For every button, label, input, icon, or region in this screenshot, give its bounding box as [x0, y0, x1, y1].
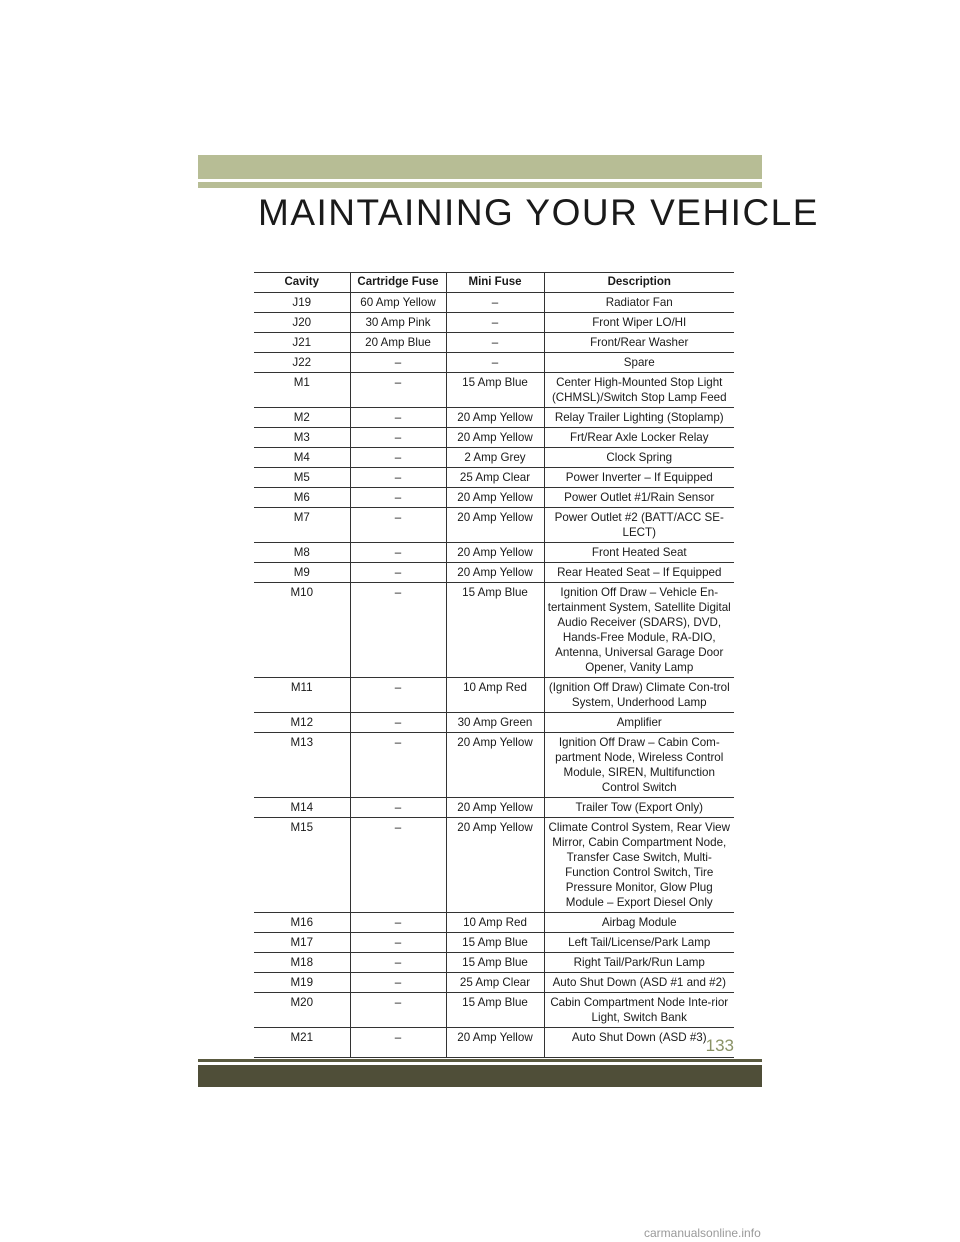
cell-description: Trailer Tow (Export Only) — [544, 798, 734, 818]
cell-description: Front/Rear Washer — [544, 333, 734, 353]
table-row — [254, 973, 734, 993]
cell-description: Right Tail/Park/Run Lamp — [544, 953, 734, 973]
cell-cartridge-fuse: – — [350, 408, 446, 428]
cell-description: Auto Shut Down (ASD #1 and #2) — [544, 973, 734, 993]
cell-mini-fuse: 10 Amp Red — [446, 678, 544, 713]
cell-cartridge-fuse: – — [350, 733, 446, 798]
cell-cavity: J21 — [254, 333, 350, 353]
table-row — [254, 733, 734, 798]
cell-description: Auto Shut Down (ASD #3) — [544, 1028, 734, 1058]
cell-cavity: J20 — [254, 313, 350, 333]
cell-description: Power Outlet #1/Rain Sensor — [544, 488, 734, 508]
table-row — [254, 448, 734, 468]
cell-description: Climate Control System, Rear View Mirror, Cabin Compartment Node, Transfer Case Switch, Multi-Function Control Switch, Tire Pressure Monitor, Glow Plug Module – Export Diesel Only — [544, 818, 734, 913]
cell-cavity: M16 — [254, 913, 350, 933]
table-row — [254, 293, 734, 313]
cell-mini-fuse: 15 Amp Blue — [446, 933, 544, 953]
cell-cavity: M6 — [254, 488, 350, 508]
cell-description: Relay Trailer Lighting (Stoplamp) — [544, 408, 734, 428]
cell-cartridge-fuse: – — [350, 993, 446, 1028]
cell-cavity: M4 — [254, 448, 350, 468]
table-row — [254, 798, 734, 818]
cell-mini-fuse: 20 Amp Yellow — [446, 798, 544, 818]
table-body — [254, 293, 734, 1058]
cell-cartridge-fuse: – — [350, 428, 446, 448]
cell-cavity: M1 — [254, 373, 350, 408]
table-row — [254, 713, 734, 733]
cell-cartridge-fuse: – — [350, 713, 446, 733]
table-row — [254, 933, 734, 953]
cell-description: Cabin Compartment Node Inte-rior Light, Switch Bank — [544, 993, 734, 1028]
table-row — [254, 678, 734, 713]
col-header-description: Description — [544, 273, 734, 293]
cell-cavity: M18 — [254, 953, 350, 973]
cell-mini-fuse: 20 Amp Yellow — [446, 488, 544, 508]
cell-mini-fuse: – — [446, 313, 544, 333]
cell-mini-fuse: 25 Amp Clear — [446, 973, 544, 993]
cell-cartridge-fuse: – — [350, 563, 446, 583]
cell-cartridge-fuse: – — [350, 448, 446, 468]
cell-description: Frt/Rear Axle Locker Relay — [544, 428, 734, 448]
table-row — [254, 1028, 734, 1058]
table-row — [254, 583, 734, 678]
cell-cartridge-fuse: 20 Amp Blue — [350, 333, 446, 353]
cell-cavity: M17 — [254, 933, 350, 953]
cell-description: Clock Spring — [544, 448, 734, 468]
cell-description: Power Inverter – If Equipped — [544, 468, 734, 488]
cell-cartridge-fuse: – — [350, 678, 446, 713]
cell-mini-fuse: 15 Amp Blue — [446, 583, 544, 678]
cell-cavity: M21 — [254, 1028, 350, 1058]
cell-mini-fuse: 20 Amp Yellow — [446, 818, 544, 913]
fuse-table — [254, 272, 734, 1058]
cell-cavity: M14 — [254, 798, 350, 818]
cell-mini-fuse: 20 Amp Yellow — [446, 428, 544, 448]
cell-mini-fuse: 15 Amp Blue — [446, 953, 544, 973]
table-header-row — [254, 273, 734, 293]
watermark: carmanualsonline.info — [644, 1226, 761, 1240]
cell-cartridge-fuse: 60 Amp Yellow — [350, 293, 446, 313]
cell-mini-fuse: 20 Amp Yellow — [446, 408, 544, 428]
table-row — [254, 333, 734, 353]
table-row — [254, 468, 734, 488]
cell-mini-fuse: 30 Amp Green — [446, 713, 544, 733]
cell-mini-fuse: – — [446, 353, 544, 373]
table-row — [254, 543, 734, 563]
cell-description: Ignition Off Draw – Cabin Com-partment Node, Wireless Control Module, SIREN, Multifunction Control Switch — [544, 733, 734, 798]
cell-description: Radiator Fan — [544, 293, 734, 313]
table-row — [254, 913, 734, 933]
table-row — [254, 408, 734, 428]
table-row — [254, 563, 734, 583]
cell-cavity: J19 — [254, 293, 350, 313]
cell-mini-fuse: 15 Amp Blue — [446, 993, 544, 1028]
cell-mini-fuse: 20 Amp Yellow — [446, 1028, 544, 1058]
table-row — [254, 353, 734, 373]
cell-mini-fuse: 15 Amp Blue — [446, 373, 544, 408]
section-title: MAINTAINING YOUR VEHICLE — [258, 192, 819, 233]
cell-cavity: M20 — [254, 993, 350, 1028]
cell-cavity: M15 — [254, 818, 350, 913]
fuse-table-container — [254, 272, 734, 1058]
cell-cartridge-fuse: – — [350, 373, 446, 408]
cell-description: Front Heated Seat — [544, 543, 734, 563]
cell-description: Center High-Mounted Stop Light (CHMSL)/Switch Stop Lamp Feed — [544, 373, 734, 408]
col-header-mini-fuse: Mini Fuse — [446, 273, 544, 293]
footer-rule — [198, 1059, 762, 1062]
cell-cavity: M7 — [254, 508, 350, 543]
cell-mini-fuse: 20 Amp Yellow — [446, 543, 544, 563]
cell-description: Amplifier — [544, 713, 734, 733]
table-row — [254, 428, 734, 448]
cell-cartridge-fuse: – — [350, 798, 446, 818]
cell-description: Rear Heated Seat – If Equipped — [544, 563, 734, 583]
cell-cavity: M13 — [254, 733, 350, 798]
cell-cartridge-fuse: – — [350, 933, 446, 953]
cell-cavity: M11 — [254, 678, 350, 713]
cell-description: Spare — [544, 353, 734, 373]
header-rule — [198, 182, 762, 188]
table-row — [254, 313, 734, 333]
table-row — [254, 993, 734, 1028]
cell-cavity: M9 — [254, 563, 350, 583]
cell-description: Front Wiper LO/HI — [544, 313, 734, 333]
cell-description: Power Outlet #2 (BATT/ACC SE-LECT) — [544, 508, 734, 543]
cell-cavity: M5 — [254, 468, 350, 488]
table-row — [254, 488, 734, 508]
cell-cavity: M10 — [254, 583, 350, 678]
page-number: 133 — [705, 1036, 734, 1055]
cell-mini-fuse: 20 Amp Yellow — [446, 563, 544, 583]
cell-cavity: J22 — [254, 353, 350, 373]
cell-mini-fuse: 25 Amp Clear — [446, 468, 544, 488]
cell-cartridge-fuse: – — [350, 973, 446, 993]
table-row — [254, 818, 734, 913]
cell-mini-fuse: 20 Amp Yellow — [446, 733, 544, 798]
table-row — [254, 508, 734, 543]
cell-cartridge-fuse: – — [350, 1028, 446, 1058]
cell-cartridge-fuse: – — [350, 818, 446, 913]
cell-description: Ignition Off Draw – Vehicle En-tertainment System, Satellite Digital Audio Receiver (SDARS), DVD, Hands-Free Module, RA-DIO, Antenna, Universal Garage Door Opener, Vanity Lamp — [544, 583, 734, 678]
cell-description: Airbag Module — [544, 913, 734, 933]
cell-cartridge-fuse: – — [350, 583, 446, 678]
table-row — [254, 373, 734, 408]
cell-mini-fuse: 20 Amp Yellow — [446, 508, 544, 543]
cell-cartridge-fuse: – — [350, 468, 446, 488]
cell-cavity: M12 — [254, 713, 350, 733]
cell-description: Left Tail/License/Park Lamp — [544, 933, 734, 953]
cell-cavity: M3 — [254, 428, 350, 448]
cell-cavity: M19 — [254, 973, 350, 993]
cell-cartridge-fuse: – — [350, 543, 446, 563]
cell-description: (Ignition Off Draw) Climate Con-trol System, Underhood Lamp — [544, 678, 734, 713]
cell-cartridge-fuse: – — [350, 488, 446, 508]
table-row — [254, 953, 734, 973]
cell-cartridge-fuse: 30 Amp Pink — [350, 313, 446, 333]
footer-band — [198, 1065, 762, 1087]
cell-cartridge-fuse: – — [350, 913, 446, 933]
col-header-cartridge-fuse: Cartridge Fuse — [350, 273, 446, 293]
cell-cavity: M2 — [254, 408, 350, 428]
cell-mini-fuse: 2 Amp Grey — [446, 448, 544, 468]
cell-cartridge-fuse: – — [350, 953, 446, 973]
cell-mini-fuse: – — [446, 293, 544, 313]
col-header-cavity: Cavity — [254, 273, 350, 293]
cell-cartridge-fuse: – — [350, 508, 446, 543]
cell-mini-fuse: – — [446, 333, 544, 353]
cell-mini-fuse: 10 Amp Red — [446, 913, 544, 933]
cell-cavity: M8 — [254, 543, 350, 563]
header-band — [198, 155, 762, 179]
cell-cartridge-fuse: – — [350, 353, 446, 373]
